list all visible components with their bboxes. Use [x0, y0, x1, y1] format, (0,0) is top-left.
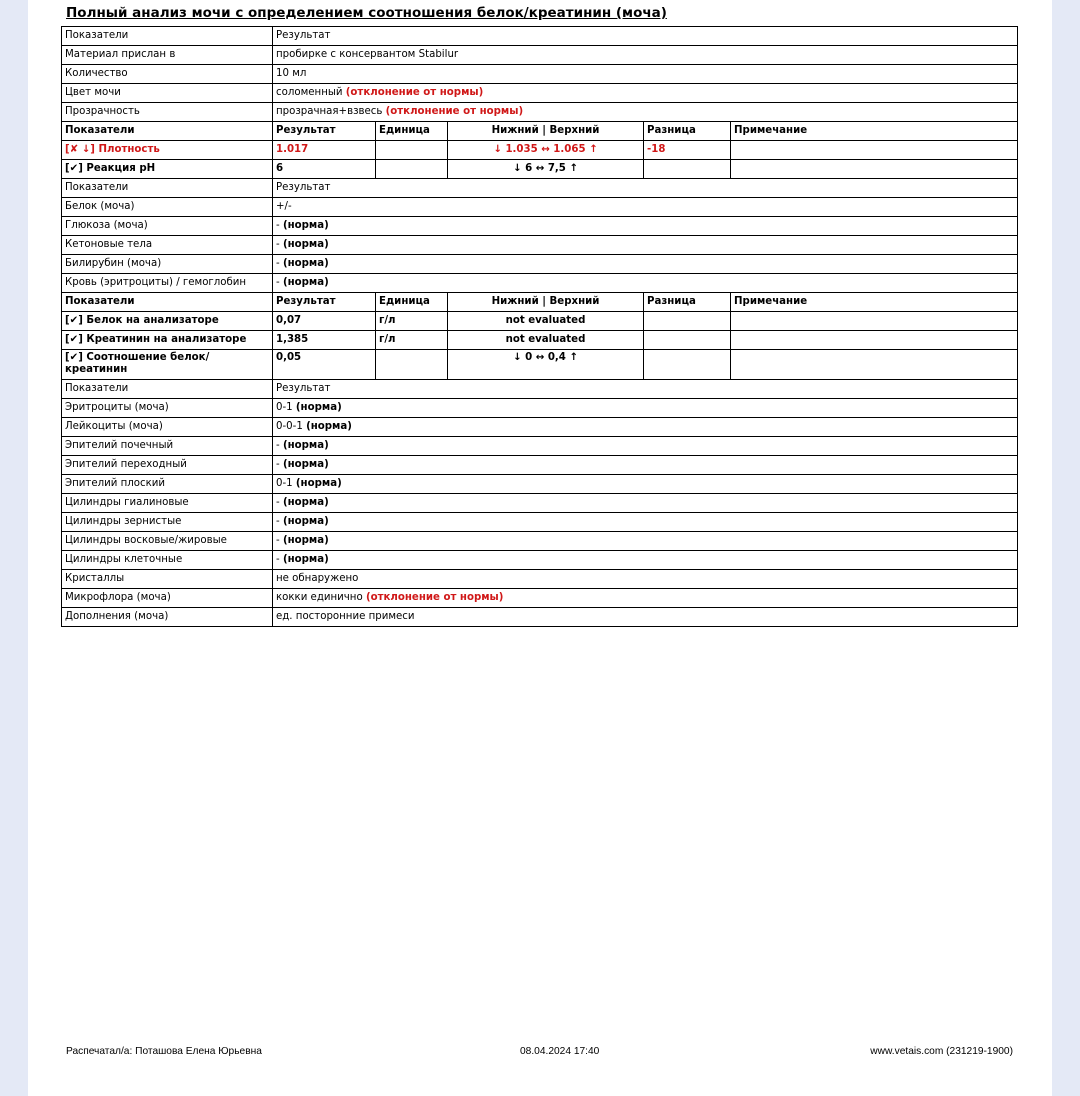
table-row — [62, 84, 1018, 103]
value-text: - — [276, 535, 280, 546]
value-text: 0-1 — [276, 402, 293, 413]
status-flag: (норма) — [282, 535, 329, 546]
param-name: [✔] Белок на анализаторе — [62, 312, 273, 331]
header-unit: Единица — [376, 293, 448, 312]
param-name: [✔] Креатинин на анализаторе — [62, 331, 273, 350]
table-row — [62, 399, 1018, 418]
value-text: - — [276, 220, 280, 231]
table-row — [62, 331, 1018, 350]
status-flag: (норма) — [295, 478, 342, 489]
param-value — [273, 217, 1018, 236]
value-text: - — [276, 277, 280, 288]
table-row — [62, 274, 1018, 293]
status-flag: (норма) — [282, 258, 329, 269]
table-row — [62, 456, 1018, 475]
header-result: Результат — [273, 122, 376, 141]
value-text: - — [276, 516, 280, 527]
table-row — [62, 141, 1018, 160]
note-value — [731, 312, 1018, 331]
param-value — [273, 103, 1018, 122]
value-text: - — [276, 258, 280, 269]
site-link[interactable]: www.vetais.com (231219-1900) — [870, 1046, 1013, 1057]
value-text: - — [276, 497, 280, 508]
param-name: [✔] Соотношение белок/креатинин — [62, 350, 273, 380]
param-name: Кровь (эритроциты) / гемоглобин — [62, 274, 273, 293]
param-name: Белок (моча) — [62, 198, 273, 217]
param-name: Эритроциты (моча) — [62, 399, 273, 418]
table-row — [62, 437, 1018, 456]
table-row — [62, 217, 1018, 236]
param-value — [273, 532, 1018, 551]
header-range: Нижний | Верхний — [448, 122, 644, 141]
value-text: 0-1 — [276, 478, 293, 489]
header-diff: Разница — [644, 293, 731, 312]
param-value — [273, 589, 1018, 608]
print-datetime: 08.04.2024 17:40 — [520, 1046, 600, 1057]
header-range: Нижний | Верхний — [448, 293, 644, 312]
param-name: Микрофлора (моча) — [62, 589, 273, 608]
status-flag: (отклонение от нормы) — [385, 106, 524, 117]
status-flag: (норма) — [282, 497, 329, 508]
table-row — [62, 494, 1018, 513]
param-name: Эпителий переходный — [62, 456, 273, 475]
status-flag: (норма) — [282, 239, 329, 250]
result-value: 0,05 — [273, 350, 376, 380]
table-row — [62, 103, 1018, 122]
param-value — [273, 551, 1018, 570]
param-name: Цилиндры восковые/жировые — [62, 532, 273, 551]
header-note: Примечание — [731, 293, 1018, 312]
table-row — [62, 236, 1018, 255]
note-value — [731, 331, 1018, 350]
diff-value — [644, 160, 731, 179]
simple-header-row — [62, 380, 1018, 399]
table-row — [62, 350, 1018, 380]
param-value — [273, 513, 1018, 532]
value-text: - — [276, 554, 280, 565]
status-flag: (норма) — [306, 421, 352, 432]
unit-value — [376, 160, 448, 179]
value-text: ед. посторонние примеси — [276, 611, 415, 622]
header-unit: Единица — [376, 122, 448, 141]
param-value — [273, 456, 1018, 475]
param-value — [273, 399, 1018, 418]
table-row — [62, 198, 1018, 217]
unit-value — [376, 350, 448, 380]
simple-header-row — [62, 179, 1018, 198]
report-title: Полный анализ мочи с определением соотношения белок/креатинин (моча) — [66, 5, 667, 21]
param-name: Кристаллы — [62, 570, 273, 589]
header-result: Результат — [273, 380, 1018, 399]
header-param: Показатели — [62, 179, 273, 198]
value-text: соломенный — [276, 87, 343, 98]
value-text: прозрачная+взвесь — [276, 106, 383, 117]
table-row — [62, 513, 1018, 532]
diff-value — [644, 312, 731, 331]
param-name: [✔] Реакция pH — [62, 160, 273, 179]
param-value — [273, 570, 1018, 589]
unit-value — [376, 141, 448, 160]
unit-value: г/л — [376, 331, 448, 350]
header-diff: Разница — [644, 122, 731, 141]
param-name: Эпителий почечный — [62, 437, 273, 456]
value-text: - — [276, 459, 280, 470]
param-name: Глюкоза (моча) — [62, 217, 273, 236]
table-row — [62, 570, 1018, 589]
table-row — [62, 46, 1018, 65]
param-name: Цвет мочи — [62, 84, 273, 103]
param-name: Эпителий плоский — [62, 475, 273, 494]
result-value: 0,07 — [273, 312, 376, 331]
note-value — [731, 350, 1018, 380]
range-value: ↓ 0 ↔ 0,4 ↑ — [448, 350, 644, 380]
value-text: не обнаружено — [276, 573, 359, 584]
status-flag: (норма) — [282, 459, 329, 470]
status-flag: (норма) — [282, 516, 329, 527]
range-value: not evaluated — [448, 312, 644, 331]
param-value — [273, 437, 1018, 456]
report-page — [28, 0, 1052, 1096]
note-value — [731, 141, 1018, 160]
header-result: Результат — [273, 27, 1018, 46]
param-name: Количество — [62, 65, 273, 84]
table-row — [62, 551, 1018, 570]
param-value — [273, 198, 1018, 217]
value-text: 0-0-1 — [276, 421, 303, 432]
status-flag: (норма) — [282, 220, 329, 231]
detail-header-row — [62, 122, 1018, 141]
printed-by: Распечатал/а: Поташова Елена Юрьевна — [66, 1046, 262, 1057]
param-name: Прозрачность — [62, 103, 273, 122]
param-name: Цилиндры гиалиновые — [62, 494, 273, 513]
value-text: пробирке с консервантом Stabilur — [276, 49, 459, 60]
table-row — [62, 65, 1018, 84]
param-value — [273, 274, 1018, 293]
value-text: 10 мл — [276, 68, 307, 79]
note-value — [731, 160, 1018, 179]
header-param: Показатели — [62, 122, 273, 141]
status-flag: (норма) — [295, 402, 342, 413]
detail-header-row — [62, 293, 1018, 312]
diff-value — [644, 331, 731, 350]
param-name: Кетоновые тела — [62, 236, 273, 255]
status-flag: (норма) — [282, 440, 329, 451]
table-row — [62, 589, 1018, 608]
simple-header-row — [62, 27, 1018, 46]
param-value — [273, 255, 1018, 274]
value-text: кокки единично — [276, 592, 363, 603]
header-result: Результат — [273, 179, 1018, 198]
table-row — [62, 475, 1018, 494]
status-flag: (отклонение от нормы) — [365, 592, 504, 603]
range-value: not evaluated — [448, 331, 644, 350]
table-row — [62, 255, 1018, 274]
diff-value — [644, 350, 731, 380]
result-value: 6 — [273, 160, 376, 179]
param-value — [273, 608, 1018, 627]
table-row — [62, 532, 1018, 551]
diff-value: -18 — [644, 141, 731, 160]
value-text: - — [276, 440, 280, 451]
param-value — [273, 475, 1018, 494]
param-name: Цилиндры зернистые — [62, 513, 273, 532]
table-row — [62, 160, 1018, 179]
results-table-body — [62, 27, 1018, 627]
table-row — [62, 312, 1018, 331]
header-result: Результат — [273, 293, 376, 312]
table-row — [62, 418, 1018, 437]
param-value — [273, 84, 1018, 103]
header-param: Показатели — [62, 293, 273, 312]
param-name: Цилиндры клеточные — [62, 551, 273, 570]
value-text: +/- — [276, 201, 292, 212]
param-value — [273, 418, 1018, 437]
unit-value: г/л — [376, 312, 448, 331]
param-value — [273, 236, 1018, 255]
param-name: Билирубин (моча) — [62, 255, 273, 274]
result-value: 1,385 — [273, 331, 376, 350]
param-value — [273, 46, 1018, 65]
param-value — [273, 65, 1018, 84]
results-table — [61, 26, 1018, 627]
header-note: Примечание — [731, 122, 1018, 141]
param-name: Лейкоциты (моча) — [62, 418, 273, 437]
param-name: [✘ ↓] Плотность — [62, 141, 273, 160]
header-param: Показатели — [62, 27, 273, 46]
param-value — [273, 494, 1018, 513]
range-value: ↓ 6 ↔ 7,5 ↑ — [448, 160, 644, 179]
table-row — [62, 608, 1018, 627]
status-flag: (отклонение от нормы) — [345, 87, 484, 98]
param-name: Материал прислан в — [62, 46, 273, 65]
value-text: - — [276, 239, 280, 250]
range-value: ↓ 1.035 ↔ 1.065 ↑ — [448, 141, 644, 160]
param-name: Дополнения (моча) — [62, 608, 273, 627]
header-param: Показатели — [62, 380, 273, 399]
status-flag: (норма) — [282, 554, 329, 565]
result-value: 1.017 — [273, 141, 376, 160]
status-flag: (норма) — [282, 277, 329, 288]
